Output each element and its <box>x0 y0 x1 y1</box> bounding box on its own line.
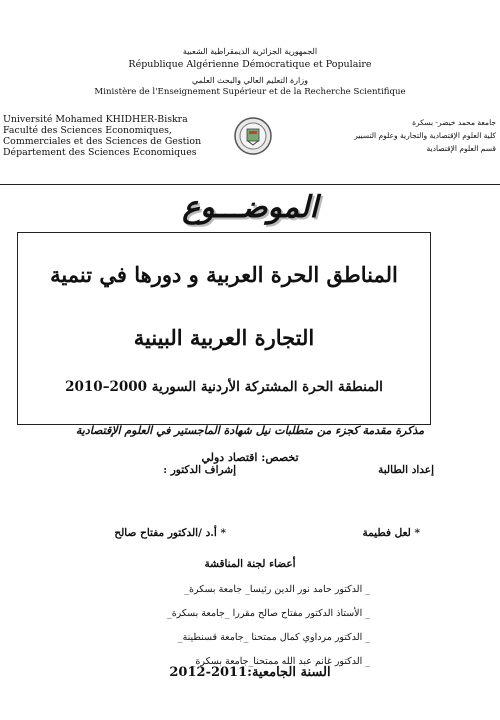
faculty-name-fr-cont: Commerciales et des Sciences de Gestion <box>3 136 202 147</box>
memo-statement: مذكرة مقدمة كجزء من متطلبات نيل شهادة الماجستير في العلوم الإقتصادية <box>75 424 425 437</box>
jury-member: _ الدكتور مرداوي كمال ممتحنا _جامعة قسنطينة_ <box>177 632 370 643</box>
student-name: * لعل فطيمة <box>362 527 420 539</box>
jury-member: _ الدكتور غانم عبد الله ممتحنا_جامعة بسكرة_ <box>190 656 370 667</box>
university-logo-icon <box>233 116 273 156</box>
jury-title: أعضاء لجنة المناقشة <box>204 558 296 570</box>
supervised-by-label: إشراف الدكتور : <box>163 464 236 476</box>
thesis-subtitle: المنطقة الحرة المشتركة الأردنية السورية 2000–2010 <box>65 379 383 395</box>
subject-heading: الموضـــوع <box>182 190 318 225</box>
specialty: تخصص: اقتصاد دولي <box>201 451 299 464</box>
faculty-name-fr: Faculté des Sciences Economiques, <box>3 125 172 136</box>
university-block-arabic <box>326 116 496 155</box>
header-divider <box>0 184 500 185</box>
supervisor-name: * أ.د /الدكتور مفتاح صالح <box>114 527 226 539</box>
republic-arabic: الجمهورية الجزائرية الديمقراطية الشعبية <box>182 47 318 56</box>
department-name-ar: قسم العلوم الإقتصادية <box>426 144 496 153</box>
university-block-french <box>3 114 203 158</box>
thesis-title-line1: المناطق الحرة العربية و دورها في تنمية <box>50 262 398 287</box>
republic-french: République Algérienne Démocratique et Populaire <box>128 59 372 70</box>
jury-member: _ الدكتور حامد نور الدين رئيسا_ جامعة بسكرة_ <box>184 584 370 595</box>
university-name-fr: Université Mohamed KHIDHER-Biskra <box>3 114 188 125</box>
prepared-by-label: إعداد الطالبة <box>378 464 434 476</box>
department-name-fr: Département des Sciences Economiques <box>3 147 197 158</box>
ministry-french: Ministère de l'Enseignement Supérieur et de la Recherche Scientifique <box>94 87 406 97</box>
jury-member: _ الأستاذ الدكتور مفتاح صالح مقررا _جامعة بسكرة_ <box>166 608 370 619</box>
academic-year: السنة الجامعية:2011-2012 <box>169 665 331 680</box>
ministry-arabic: وزارة التعليم العالي والبحث العلمي <box>192 76 308 85</box>
jury-list <box>70 578 370 674</box>
thesis-title-line2: التجارة العربية البينية <box>133 325 315 350</box>
university-name-ar: جامعة محمد خيضر- بسكرة <box>412 118 496 127</box>
faculty-name-ar: كلية العلوم الإقتصادية والتجارية وعلوم التسيير <box>354 131 496 140</box>
